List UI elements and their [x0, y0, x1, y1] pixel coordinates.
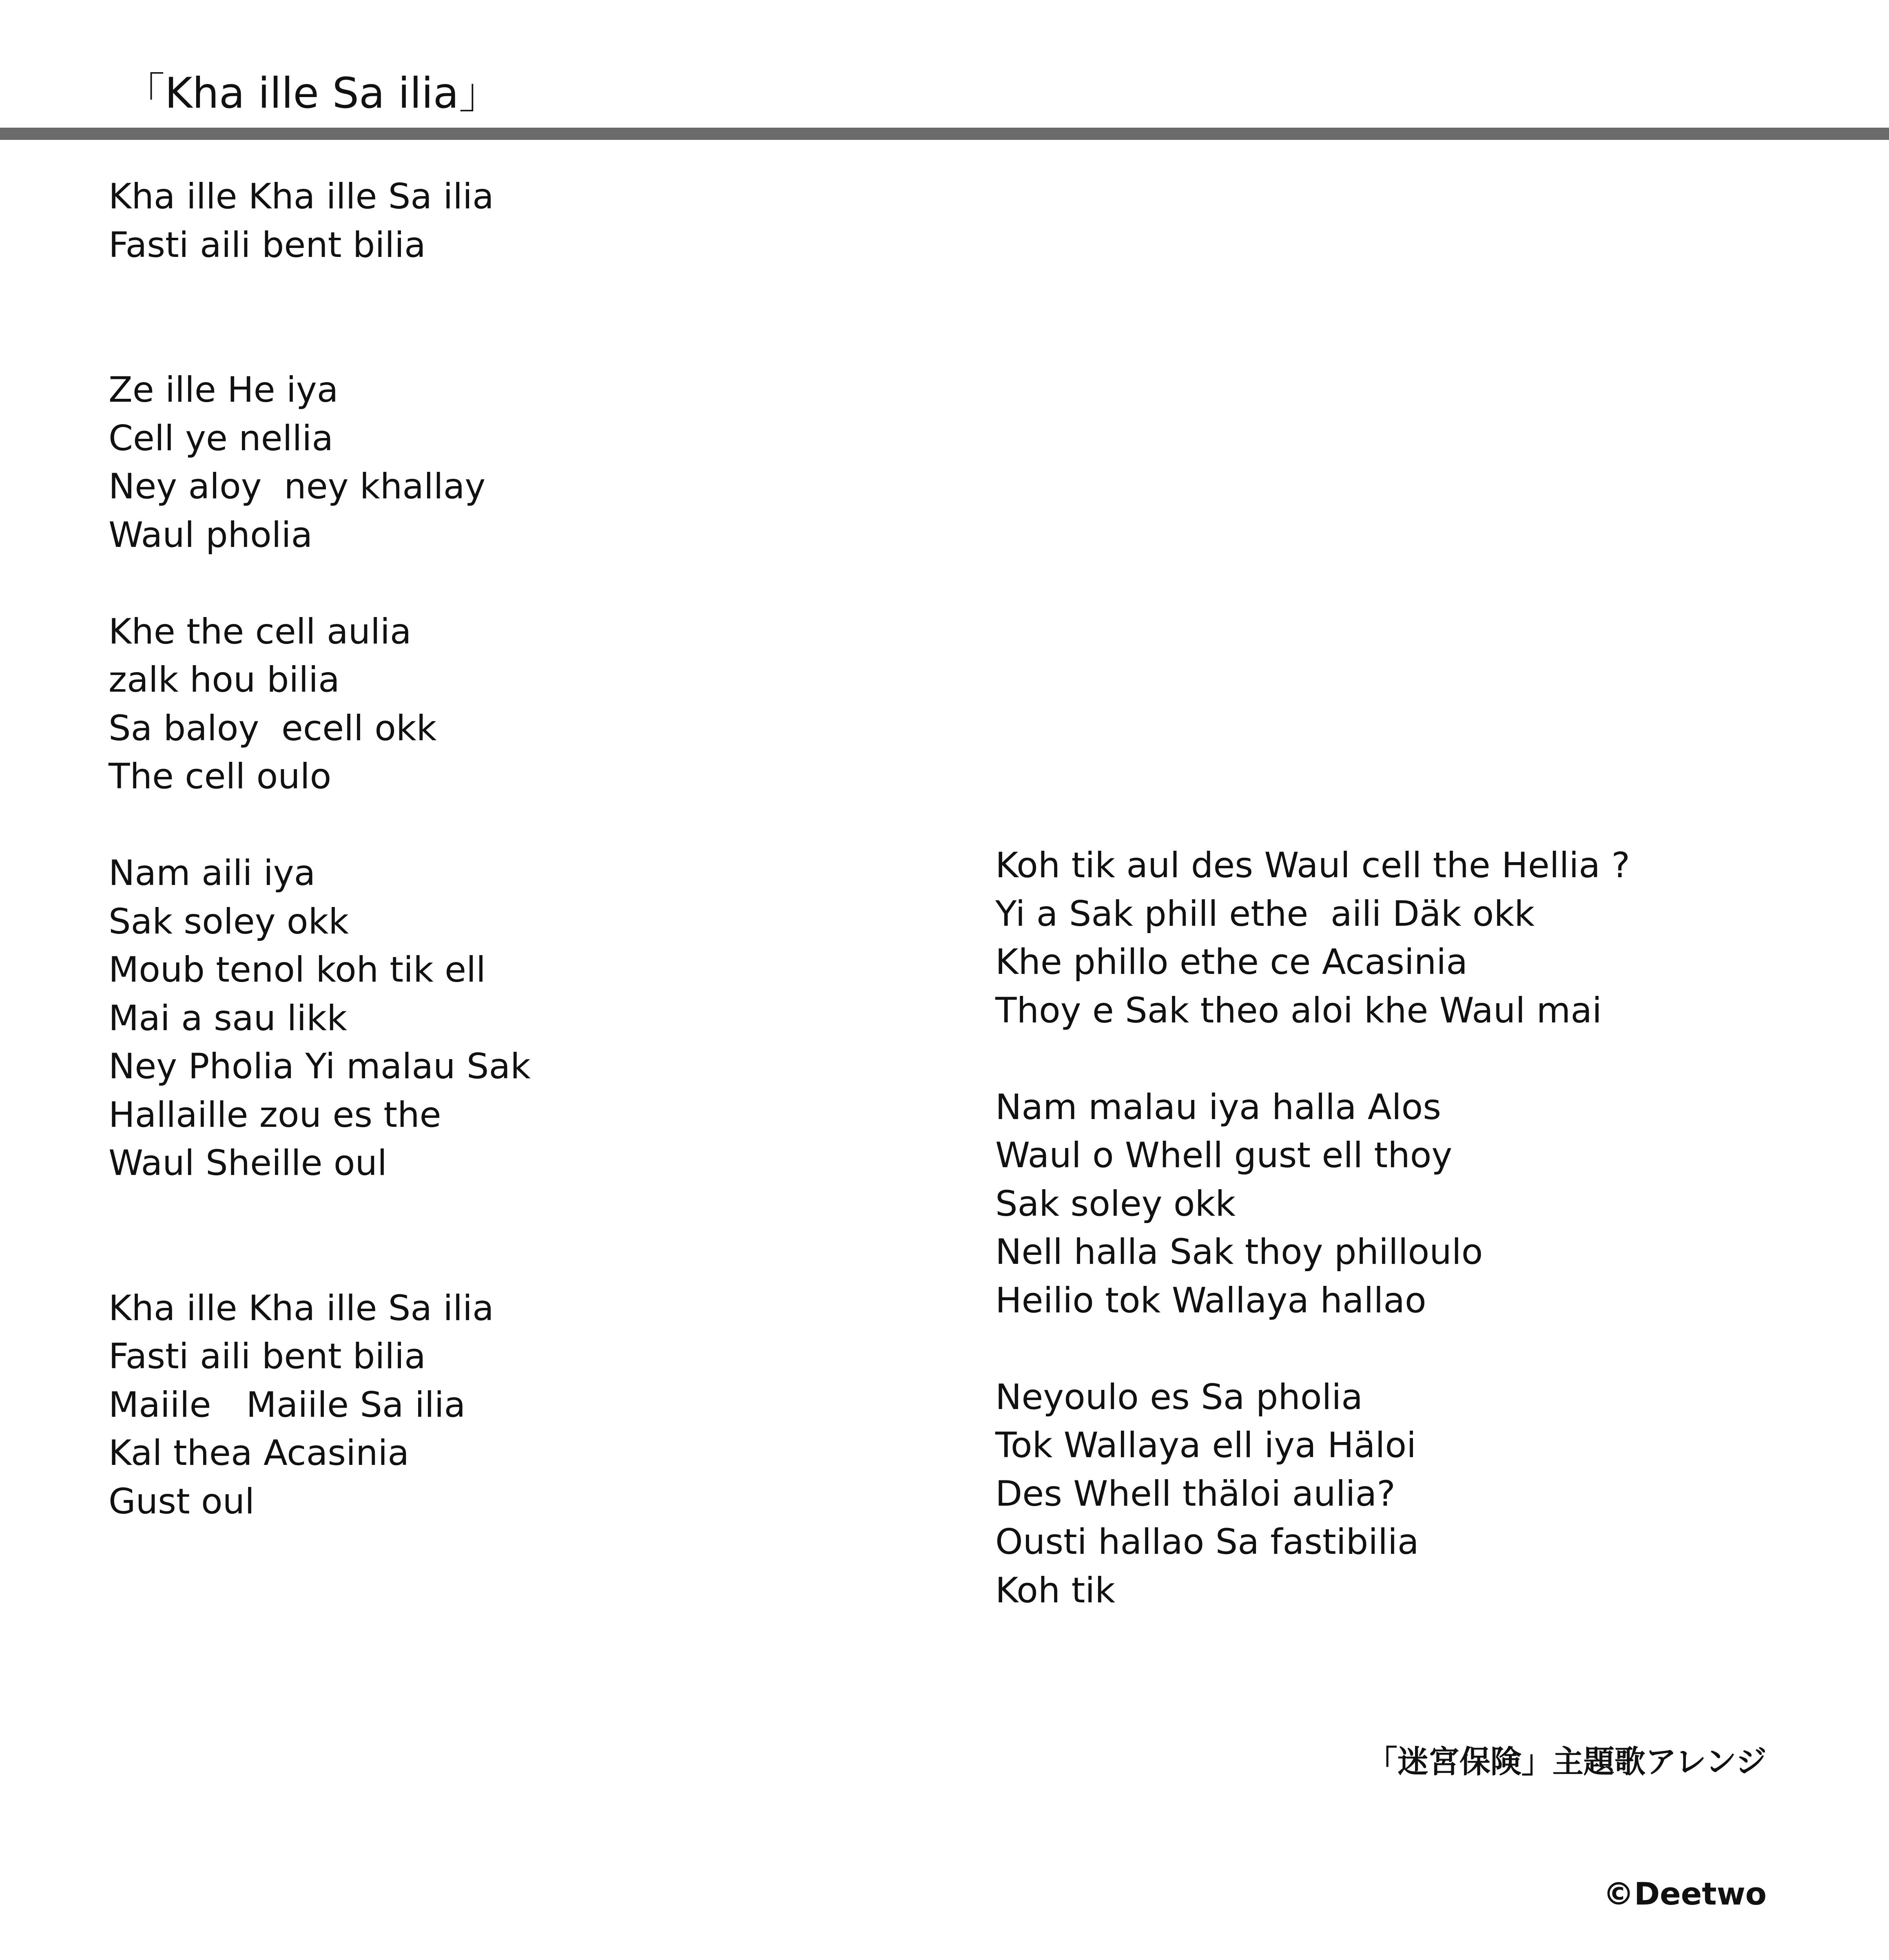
lyric-line: zalk hou bilia	[109, 659, 340, 700]
lyric-line: Des Whell thäloi aulia?	[995, 1473, 1395, 1514]
credits-block	[1366, 1652, 1767, 1960]
lyric-line: Gust oul	[109, 1481, 255, 1522]
lyric-line: Thoy e Sak theo aloi khe Waul mai	[995, 990, 1602, 1031]
title-divider	[0, 128, 1889, 140]
lyric-line: Nell halla Sak thoy philloulo	[995, 1232, 1483, 1272]
lyric-line: Ze ille He iya	[109, 369, 339, 410]
lyric-line: Sak soley okk	[109, 901, 349, 942]
lyric-line: The cell oulo	[109, 756, 332, 797]
lyric-line: Cell ye nellia	[109, 418, 334, 459]
lyric-line: Mai a sau likk	[109, 998, 347, 1039]
lyric-line: Yi a Sak phill ethe aili Däk okk	[995, 893, 1535, 934]
lyric-line	[109, 1188, 531, 1236]
lyric-line: Kal thea Acasinia	[109, 1433, 410, 1473]
lyric-line: Hallaille zou es the	[109, 1094, 441, 1135]
credit-source: 「迷宮保険」主題歌アレンジ	[1366, 1743, 1767, 1780]
lyric-line: Nam malau iya halla Alos	[995, 1086, 1442, 1128]
lyric-line	[109, 269, 531, 318]
lyric-line	[995, 1035, 1630, 1083]
lyric-line	[109, 1236, 531, 1284]
song-title: 「Kha ille Sa ilia」	[123, 69, 501, 118]
lyric-line: Neyoulo es Sa pholia	[995, 1376, 1363, 1418]
lyric-line: Waul Sheille oul	[109, 1143, 387, 1184]
lyrics-column-right	[995, 841, 1630, 1615]
credit-copyright: ©Deetwo	[1603, 1876, 1767, 1912]
lyric-line: Maiile Maiile Sa ilia	[109, 1384, 466, 1425]
lyric-line: Koh tik aul des Waul cell the Hellia ?	[995, 845, 1630, 886]
lyric-line: Sa baloy ecell okk	[109, 708, 437, 749]
lyric-line: Kha ille Kha ille Sa ilia	[109, 1287, 494, 1329]
lyric-line	[109, 801, 531, 849]
lyric-line: Heilio tok Wallaya hallao	[995, 1280, 1426, 1321]
lyric-line: Ney aloy ney khallay	[109, 466, 486, 507]
lyrics-column-left	[109, 173, 531, 1526]
lyric-line: Fasti aili bent bilia	[109, 1336, 426, 1377]
lyric-line: Khe the cell aulia	[109, 611, 412, 652]
lyric-line: Koh tik	[995, 1570, 1115, 1611]
lyric-line: Waul o Whell gust ell thoy	[995, 1135, 1453, 1176]
lyric-line	[995, 1325, 1630, 1373]
lyric-line: Fasti aili bent bilia	[109, 224, 426, 265]
lyric-line: Ney Pholia Yi malau Sak	[109, 1046, 531, 1087]
lyric-line: Kha ille Kha ille Sa ilia	[109, 176, 494, 217]
lyric-line	[109, 559, 531, 608]
lyric-line: Moub tenol koh tik ell	[109, 949, 486, 990]
lyric-line: Khe phillo ethe ce Acasinia	[995, 942, 1468, 982]
lyric-line: Ousti hallao Sa fastibilia	[995, 1522, 1419, 1562]
lyric-line: Sak soley okk	[995, 1183, 1236, 1224]
lyric-line	[109, 318, 531, 366]
lyric-line: Tok Wallaya ell iya Häloi	[995, 1425, 1416, 1466]
lyric-line: Waul pholia	[109, 514, 313, 555]
lyric-line: Nam aili iya	[109, 853, 316, 894]
